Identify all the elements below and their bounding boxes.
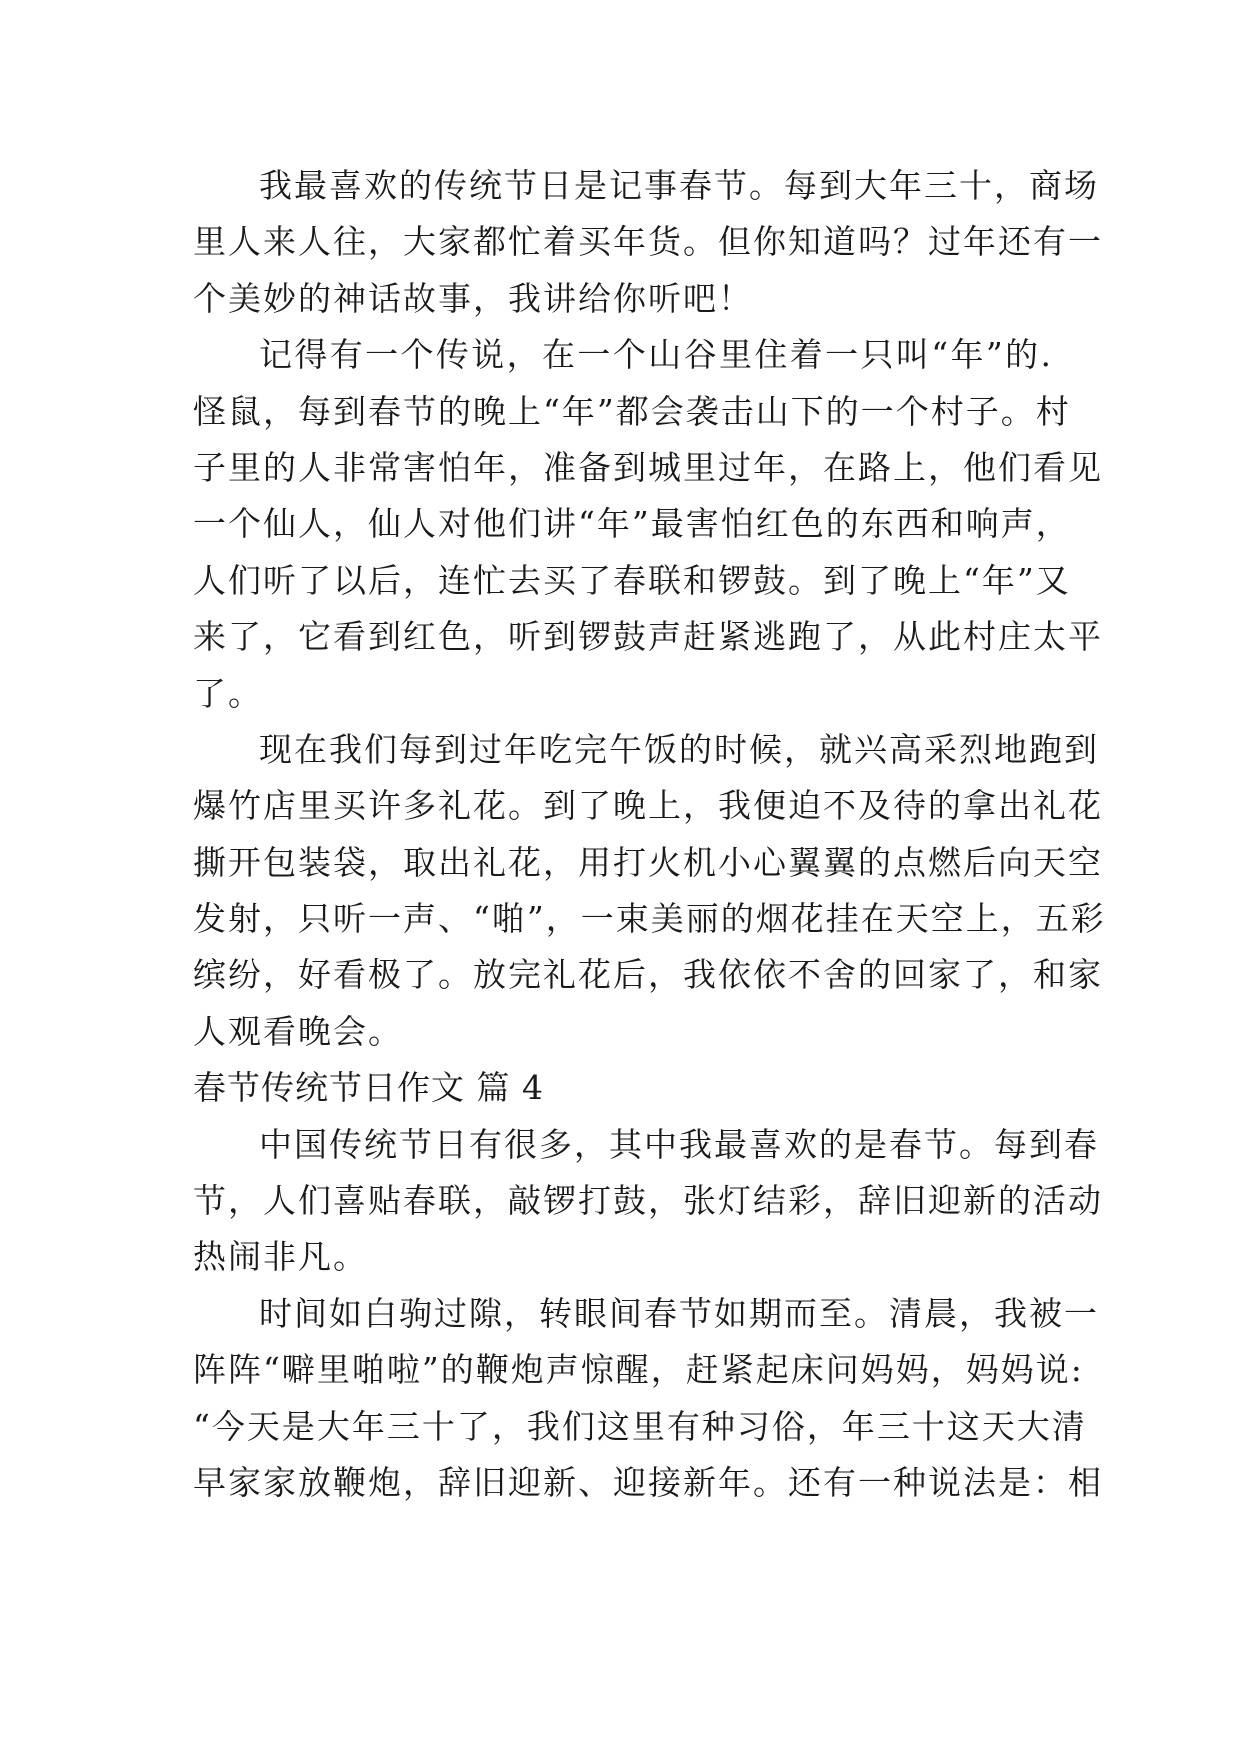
paragraph-line: 中国传统节日有很多，其中我最喜欢的是春节。每到春 xyxy=(259,1124,1099,1164)
paragraph-line: 怪鼠，每到春节的晚上“年”都会袭击山下的一个村子。村 xyxy=(193,391,1071,431)
paragraph-line: 时间如白驹过隙，转眼间春节如期而至。清晨，我被一 xyxy=(259,1293,1099,1333)
paragraph-line: 人们听了以后，连忙去买了春联和锣鼓。到了晚上“年”又 xyxy=(193,560,1071,600)
paragraph-line: 人观看晚会。 xyxy=(193,1011,403,1051)
paragraph-4 xyxy=(193,1117,1103,1286)
paragraph-line: 撕开包装袋，取出礼花，用打火机小心翼翼的点燃后向天空 xyxy=(193,842,1103,882)
paragraph-1 xyxy=(193,158,1103,327)
section-heading: 春节传统节日作文 篇 4 xyxy=(193,1068,544,1108)
paragraph-line: 里人来人往，大家都忙着买年货。但你知道吗？过年还有一 xyxy=(193,222,1103,262)
paragraph-line: 爆竹店里买许多礼花。到了晚上，我便迫不及待的拿出礼花 xyxy=(193,786,1103,826)
paragraph-line: 个美妙的神话故事，我讲给你听吧！ xyxy=(193,278,753,318)
paragraph-line: 缤纷，好看极了。放完礼花后，我依依不舍的回家了，和家 xyxy=(193,955,1103,995)
paragraph-line: 一个仙人，仙人对他们讲“年”最害怕红色的东西和响声， xyxy=(193,504,1071,544)
paragraph-line: “今天是大年三十了，我们这里有种习俗，年三十这天大清 xyxy=(193,1406,1087,1446)
paragraph-line: 记得有一个传说，在一个山谷里住着一只叫“年”的. xyxy=(259,335,1053,375)
paragraph-2 xyxy=(193,327,1103,722)
paragraph-line: 子里的人非常害怕年，准备到城里过年，在路上，他们看见 xyxy=(193,447,1103,487)
paragraph-line: 现在我们每到过年吃完午饭的时候，就兴高采烈地跑到 xyxy=(259,729,1099,769)
document-body xyxy=(193,158,1106,1511)
paragraph-line: 节，人们喜贴春联，敲锣打鼓，张灯结彩，辞旧迎新的活动 xyxy=(193,1181,1103,1221)
paragraph-line: 来了，它看到红色，听到锣鼓声赶紧逃跑了，从此村庄太平 xyxy=(193,617,1103,657)
paragraph-line: 了。 xyxy=(193,673,263,713)
paragraph-line: 阵阵“噼里啪啦”的鞭炮声惊醒，赶紧起床问妈妈，妈妈说: xyxy=(193,1350,1084,1390)
paragraph-line: 早家家放鞭炮，辞旧迎新、迎接新年。还有一种说法是：相 xyxy=(193,1462,1103,1502)
paragraph-line: 我最喜欢的传统节日是记事春节。每到大年三十，商场 xyxy=(259,166,1099,205)
paragraph-line: 发射，只听一声、“啪”，一束美丽的烟花挂在天空上，五彩 xyxy=(193,899,1106,939)
paragraph-3 xyxy=(193,722,1106,1060)
paragraph-5 xyxy=(193,1286,1103,1512)
paragraph-line: 热闹非凡。 xyxy=(193,1237,368,1277)
